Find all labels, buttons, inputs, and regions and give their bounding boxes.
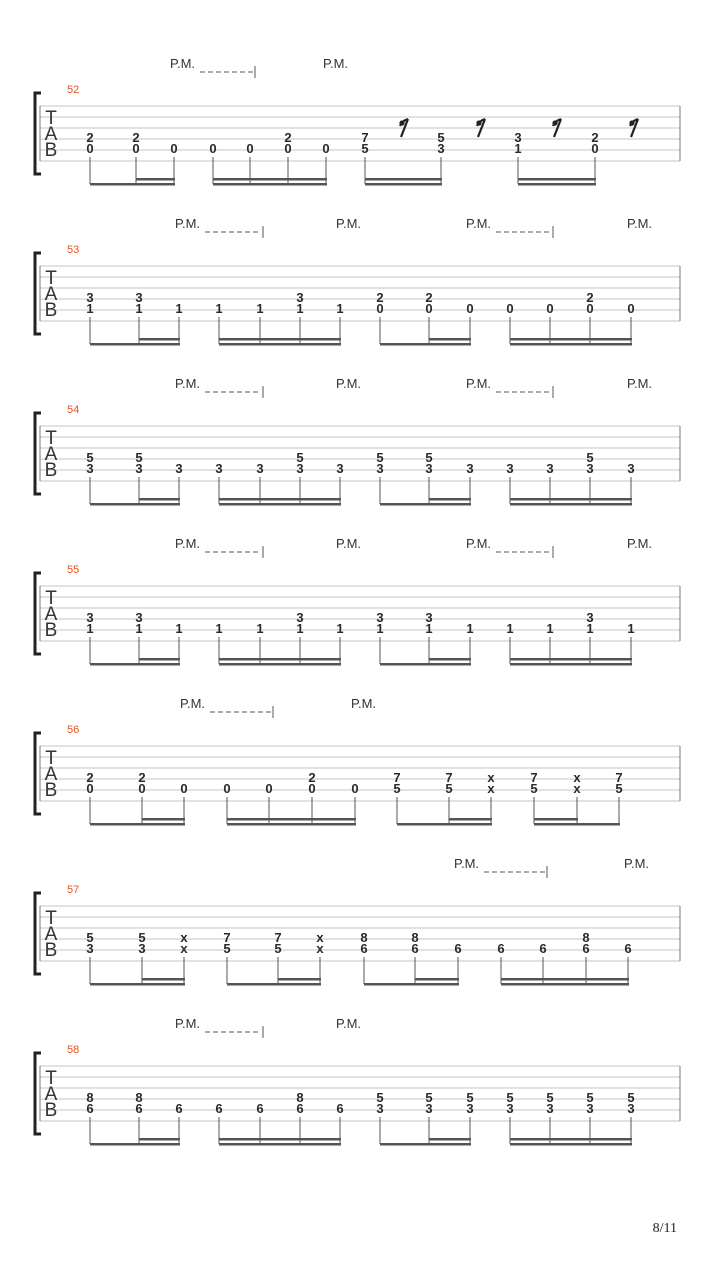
beam-primary bbox=[90, 983, 185, 986]
tab-clef-letter: A bbox=[44, 924, 58, 945]
beam-secondary bbox=[139, 338, 180, 341]
fret-number: 0 bbox=[627, 301, 635, 316]
fret-number: 1 bbox=[627, 621, 635, 636]
tab-clef-letter: B bbox=[44, 140, 58, 161]
fret-number: 5 bbox=[274, 941, 282, 956]
fret-number: 5 bbox=[615, 781, 623, 796]
tab-clef-letter: A bbox=[44, 124, 58, 145]
staff-system-53 bbox=[35, 216, 680, 346]
fret-number: 5 bbox=[376, 1090, 384, 1105]
beam-primary bbox=[90, 663, 180, 666]
staff-system-57 bbox=[35, 856, 680, 986]
fret-number: 5 bbox=[445, 781, 453, 796]
fret-number: 3 bbox=[506, 461, 514, 476]
fret-number: 1 bbox=[425, 621, 433, 636]
beam-secondary bbox=[219, 498, 341, 501]
measure-number: 55 bbox=[67, 564, 80, 576]
fret-number: 5 bbox=[425, 1090, 433, 1105]
fret-number: x bbox=[316, 941, 324, 956]
fret-number: 3 bbox=[425, 1101, 433, 1116]
fret-number: 7 bbox=[393, 770, 401, 785]
palm-mute-label: P.M. bbox=[624, 856, 650, 871]
fret-number: 3 bbox=[86, 461, 94, 476]
beam-primary bbox=[510, 663, 632, 666]
beam-secondary bbox=[278, 978, 321, 981]
fret-number: 5 bbox=[393, 781, 401, 796]
tab-clef-letter: A bbox=[44, 764, 58, 785]
staff-system-52 bbox=[35, 56, 680, 186]
tab-clef-letter: T bbox=[45, 1068, 57, 1089]
palm-mute-label: P.M. bbox=[336, 1016, 362, 1031]
fret-number: 2 bbox=[586, 290, 594, 305]
beam-secondary bbox=[415, 978, 459, 981]
fret-number: 1 bbox=[215, 621, 223, 636]
fret-number: 6 bbox=[135, 1101, 143, 1116]
fret-number: 5 bbox=[376, 450, 384, 465]
tab-clef-letter: A bbox=[44, 444, 58, 465]
fret-number: 0 bbox=[180, 781, 188, 796]
fret-number: 0 bbox=[138, 781, 146, 796]
beam-secondary bbox=[510, 658, 632, 661]
beam-primary bbox=[380, 1143, 471, 1146]
measure-number: 56 bbox=[67, 724, 80, 736]
beam-primary bbox=[364, 983, 459, 986]
fret-number: 0 bbox=[86, 781, 94, 796]
fret-number: 7 bbox=[615, 770, 623, 785]
fret-number: 0 bbox=[86, 141, 94, 156]
fret-number: 6 bbox=[296, 1101, 304, 1116]
staff-system-58 bbox=[35, 1016, 680, 1146]
beam-secondary bbox=[501, 978, 629, 981]
measure-number: 58 bbox=[67, 1044, 80, 1056]
fret-number: 5 bbox=[223, 941, 231, 956]
fret-number: 6 bbox=[215, 1101, 223, 1116]
fret-number: 1 bbox=[175, 621, 183, 636]
fret-number: 1 bbox=[86, 621, 94, 636]
palm-mute-label: P.M. bbox=[466, 216, 492, 231]
tab-clef-letter: B bbox=[44, 1100, 58, 1121]
fret-number: 5 bbox=[135, 450, 143, 465]
fret-number: 8 bbox=[360, 930, 368, 945]
fret-number: 7 bbox=[223, 930, 231, 945]
fret-number: x bbox=[487, 781, 495, 796]
fret-number: 3 bbox=[175, 461, 183, 476]
fret-number: 1 bbox=[86, 301, 94, 316]
fret-number: 1 bbox=[296, 301, 304, 316]
fret-number: 0 bbox=[132, 141, 140, 156]
palm-mute-label: P.M. bbox=[170, 56, 196, 71]
fret-number: 8 bbox=[135, 1090, 143, 1105]
palm-mute-label: P.M. bbox=[627, 376, 653, 391]
fret-number: x bbox=[487, 770, 495, 785]
fret-number: 1 bbox=[256, 621, 264, 636]
fret-number: 1 bbox=[376, 621, 384, 636]
fret-number: 3 bbox=[256, 461, 264, 476]
fret-number: 1 bbox=[336, 621, 344, 636]
fret-number: 3 bbox=[135, 610, 143, 625]
fret-number: 3 bbox=[425, 461, 433, 476]
fret-number: 0 bbox=[586, 301, 594, 316]
beam-secondary bbox=[142, 978, 185, 981]
fret-number: 6 bbox=[582, 941, 590, 956]
beam-secondary bbox=[429, 658, 471, 661]
fret-number: 1 bbox=[135, 621, 143, 636]
rest-dot bbox=[476, 120, 481, 125]
beam-secondary bbox=[534, 818, 578, 821]
beam-secondary bbox=[429, 498, 471, 501]
fret-number: 5 bbox=[586, 1090, 594, 1105]
fret-number: 2 bbox=[308, 770, 316, 785]
measure-number: 57 bbox=[67, 884, 80, 896]
tab-clef-letter: A bbox=[44, 604, 58, 625]
beam-secondary bbox=[449, 818, 492, 821]
fret-number: 3 bbox=[437, 141, 445, 156]
rest-dot bbox=[552, 120, 557, 125]
fret-number: 2 bbox=[284, 130, 292, 145]
measure-number: 53 bbox=[67, 244, 80, 256]
palm-mute-label: P.M. bbox=[175, 376, 201, 391]
tab-clef-letter: B bbox=[44, 300, 58, 321]
beam-primary bbox=[90, 183, 175, 186]
fret-number: x bbox=[180, 930, 188, 945]
fret-number: 1 bbox=[546, 621, 554, 636]
beam-secondary bbox=[139, 658, 180, 661]
fret-number: 1 bbox=[215, 301, 223, 316]
fret-number: 7 bbox=[445, 770, 453, 785]
fret-number: 3 bbox=[138, 941, 146, 956]
fret-number: 2 bbox=[86, 770, 94, 785]
tab-clef-letter: T bbox=[45, 908, 57, 929]
fret-number: 1 bbox=[256, 301, 264, 316]
beam-secondary bbox=[227, 818, 356, 821]
fret-number: 3 bbox=[376, 610, 384, 625]
beam-primary bbox=[219, 343, 341, 346]
fret-number: 3 bbox=[215, 461, 223, 476]
fret-number: 3 bbox=[627, 1101, 635, 1116]
fret-number: 2 bbox=[86, 130, 94, 145]
fret-number: 0 bbox=[170, 141, 178, 156]
beam-secondary bbox=[510, 498, 632, 501]
tab-clef-letter: T bbox=[45, 268, 57, 289]
fret-number: 5 bbox=[627, 1090, 635, 1105]
tab-clef-letter: T bbox=[45, 588, 57, 609]
fret-number: 5 bbox=[506, 1090, 514, 1105]
beam-primary bbox=[397, 823, 492, 826]
fret-number: 3 bbox=[586, 1101, 594, 1116]
beam-primary bbox=[365, 183, 442, 186]
fret-number: 0 bbox=[246, 141, 254, 156]
fret-number: 6 bbox=[86, 1101, 94, 1116]
staff-system-55 bbox=[35, 536, 680, 666]
palm-mute-label: P.M. bbox=[175, 1016, 201, 1031]
fret-number: 0 bbox=[425, 301, 433, 316]
fret-number: 1 bbox=[175, 301, 183, 316]
tab-clef-letter: B bbox=[44, 620, 58, 641]
beam-secondary bbox=[139, 498, 180, 501]
fret-number: 8 bbox=[86, 1090, 94, 1105]
fret-number: 1 bbox=[135, 301, 143, 316]
beam-primary bbox=[90, 503, 180, 506]
fret-number: 3 bbox=[376, 461, 384, 476]
fret-number: 2 bbox=[425, 290, 433, 305]
fret-number: 1 bbox=[514, 141, 522, 156]
fret-number: 8 bbox=[582, 930, 590, 945]
fret-number: 0 bbox=[308, 781, 316, 796]
fret-number: 3 bbox=[86, 941, 94, 956]
fret-number: x bbox=[180, 941, 188, 956]
fret-number: 7 bbox=[361, 130, 369, 145]
beam-primary bbox=[510, 343, 632, 346]
fret-number: 3 bbox=[135, 461, 143, 476]
fret-number: 5 bbox=[86, 930, 94, 945]
beam-primary bbox=[510, 503, 632, 506]
palm-mute-label: P.M. bbox=[351, 696, 377, 711]
palm-mute-label: P.M. bbox=[466, 536, 492, 551]
fret-number: 0 bbox=[546, 301, 554, 316]
beam-primary bbox=[227, 823, 356, 826]
fret-number: 5 bbox=[546, 1090, 554, 1105]
fret-number: 6 bbox=[256, 1101, 264, 1116]
beam-primary bbox=[219, 663, 341, 666]
fret-number: 8 bbox=[411, 930, 419, 945]
beam-secondary bbox=[518, 178, 596, 181]
beam-secondary bbox=[510, 338, 632, 341]
fret-number: 3 bbox=[546, 1101, 554, 1116]
beam-primary bbox=[534, 823, 620, 826]
fret-number: 0 bbox=[376, 301, 384, 316]
fret-number: x bbox=[316, 930, 324, 945]
beam-primary bbox=[227, 983, 321, 986]
beam-secondary bbox=[429, 1138, 471, 1141]
fret-number: 3 bbox=[86, 290, 94, 305]
fret-number: 5 bbox=[425, 450, 433, 465]
tab-clef-letter: B bbox=[44, 940, 58, 961]
fret-number: 3 bbox=[135, 290, 143, 305]
palm-mute-label: P.M. bbox=[175, 536, 201, 551]
beam-secondary bbox=[365, 178, 442, 181]
palm-mute-label: P.M. bbox=[454, 856, 480, 871]
fret-number: 5 bbox=[530, 781, 538, 796]
fret-number: 3 bbox=[86, 610, 94, 625]
fret-number: 1 bbox=[466, 621, 474, 636]
fret-number: 3 bbox=[466, 1101, 474, 1116]
fret-number: 3 bbox=[336, 461, 344, 476]
fret-number: 0 bbox=[223, 781, 231, 796]
beam-primary bbox=[501, 983, 629, 986]
measure-number: 54 bbox=[67, 404, 80, 416]
beam-primary bbox=[213, 183, 327, 186]
tab-clef-letter: T bbox=[45, 748, 57, 769]
beam-secondary bbox=[142, 818, 185, 821]
staff-system-54 bbox=[35, 376, 680, 506]
tab-clef-letter: B bbox=[44, 780, 58, 801]
fret-number: x bbox=[573, 781, 581, 796]
fret-number: 6 bbox=[175, 1101, 183, 1116]
fret-number: 5 bbox=[296, 450, 304, 465]
tab-clef-letter: A bbox=[44, 284, 58, 305]
palm-mute-label: P.M. bbox=[323, 56, 349, 71]
fret-number: 0 bbox=[591, 141, 599, 156]
beam-secondary bbox=[213, 178, 327, 181]
fret-number: 6 bbox=[336, 1101, 344, 1116]
tab-clef-letter: A bbox=[44, 1084, 58, 1105]
beam-primary bbox=[510, 1143, 632, 1146]
beam-primary bbox=[380, 503, 471, 506]
palm-mute-label: P.M. bbox=[180, 696, 206, 711]
fret-number: 3 bbox=[627, 461, 635, 476]
beam-primary bbox=[518, 183, 596, 186]
fret-number: 8 bbox=[296, 1090, 304, 1105]
fret-number: 3 bbox=[546, 461, 554, 476]
fret-number: 3 bbox=[296, 610, 304, 625]
fret-number: 3 bbox=[586, 461, 594, 476]
fret-number: 0 bbox=[466, 301, 474, 316]
beam-primary bbox=[90, 343, 180, 346]
palm-mute-label: P.M. bbox=[175, 216, 201, 231]
fret-number: 0 bbox=[265, 781, 273, 796]
fret-number: 0 bbox=[506, 301, 514, 316]
fret-number: 3 bbox=[425, 610, 433, 625]
fret-number: 6 bbox=[454, 941, 462, 956]
beam-secondary bbox=[429, 338, 471, 341]
beam-secondary bbox=[219, 1138, 341, 1141]
rest-dot bbox=[399, 120, 404, 125]
fret-number: 3 bbox=[506, 1101, 514, 1116]
beam-primary bbox=[219, 1143, 341, 1146]
fret-number: 0 bbox=[322, 141, 330, 156]
fret-number: 1 bbox=[336, 301, 344, 316]
page-number: 8/11 bbox=[652, 1221, 677, 1236]
fret-number: 6 bbox=[624, 941, 632, 956]
beam-primary bbox=[219, 503, 341, 506]
fret-number: 2 bbox=[376, 290, 384, 305]
fret-number: 3 bbox=[514, 130, 522, 145]
fret-number: 6 bbox=[539, 941, 547, 956]
fret-number: 1 bbox=[586, 621, 594, 636]
fret-number: 5 bbox=[437, 130, 445, 145]
fret-number: 3 bbox=[376, 1101, 384, 1116]
beam-secondary bbox=[139, 1138, 180, 1141]
palm-mute-label: P.M. bbox=[336, 216, 362, 231]
beam-secondary bbox=[219, 658, 341, 661]
palm-mute-label: P.M. bbox=[336, 376, 362, 391]
fret-number: 5 bbox=[138, 930, 146, 945]
beam-primary bbox=[380, 663, 471, 666]
fret-number: 3 bbox=[466, 461, 474, 476]
beam-secondary bbox=[136, 178, 175, 181]
fret-number: 1 bbox=[506, 621, 514, 636]
rest-dot bbox=[629, 120, 634, 125]
fret-number: 1 bbox=[296, 621, 304, 636]
fret-number: 5 bbox=[466, 1090, 474, 1105]
fret-number: 6 bbox=[497, 941, 505, 956]
fret-number: 2 bbox=[591, 130, 599, 145]
fret-number: 0 bbox=[209, 141, 217, 156]
beam-secondary bbox=[510, 1138, 632, 1141]
palm-mute-label: P.M. bbox=[466, 376, 492, 391]
fret-number: 3 bbox=[586, 610, 594, 625]
fret-number: 3 bbox=[296, 290, 304, 305]
fret-number: 2 bbox=[132, 130, 140, 145]
fret-number: 0 bbox=[351, 781, 359, 796]
fret-number: 7 bbox=[530, 770, 538, 785]
staff-system-56 bbox=[35, 696, 680, 826]
fret-number: 2 bbox=[138, 770, 146, 785]
measure-number: 52 bbox=[67, 84, 80, 96]
fret-number: 6 bbox=[360, 941, 368, 956]
beam-primary bbox=[380, 343, 471, 346]
fret-number: 3 bbox=[296, 461, 304, 476]
tab-clef-letter: T bbox=[45, 428, 57, 449]
beam-secondary bbox=[219, 338, 341, 341]
palm-mute-label: P.M. bbox=[627, 216, 653, 231]
fret-number: 0 bbox=[284, 141, 292, 156]
palm-mute-label: P.M. bbox=[336, 536, 362, 551]
palm-mute-label: P.M. bbox=[627, 536, 653, 551]
fret-number: 7 bbox=[274, 930, 282, 945]
tab-clef-letter: B bbox=[44, 460, 58, 481]
beam-primary bbox=[90, 823, 185, 826]
fret-number: 5 bbox=[361, 141, 369, 156]
beam-primary bbox=[90, 1143, 180, 1146]
fret-number: 5 bbox=[86, 450, 94, 465]
tab-clef-letter: T bbox=[45, 108, 57, 129]
fret-number: x bbox=[573, 770, 581, 785]
fret-number: 6 bbox=[411, 941, 419, 956]
fret-number: 5 bbox=[586, 450, 594, 465]
